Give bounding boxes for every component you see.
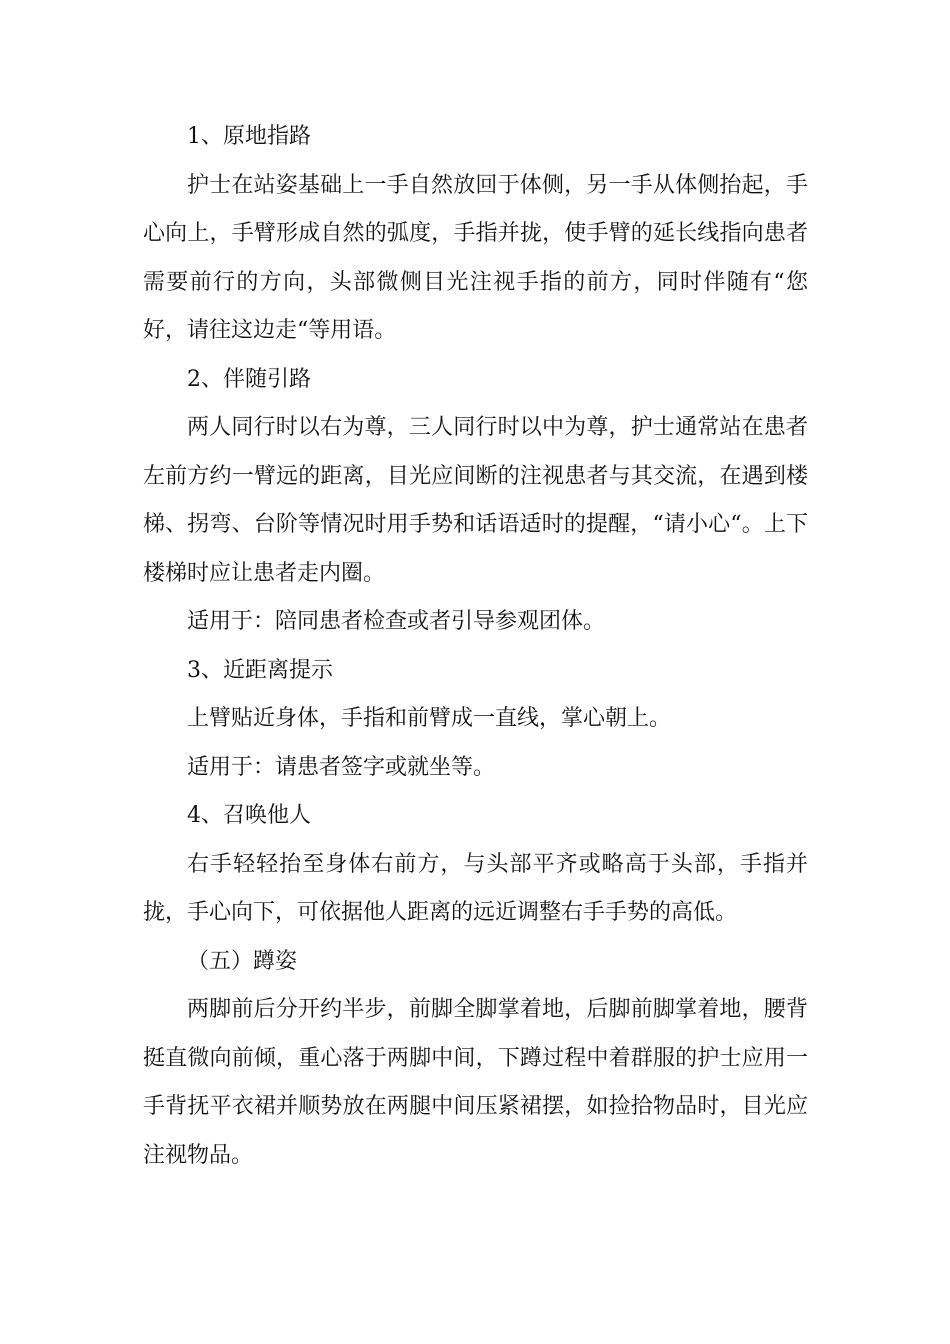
heading-1-pointing-in-place: 1、原地指路 xyxy=(187,124,311,149)
paragraph-summon-others: 右手轻轻抬至身体右前方，与头部平齐或略高于头部，手指并拢，手心向下，可依据他人距离的远近调整右手手势的高低。 xyxy=(143,851,808,925)
heading-4-summon-others: 4、召唤他人 xyxy=(187,803,311,828)
paragraph-close-distance: 上臂贴近身体，手指和前臂成一直线，掌心朝上。 xyxy=(187,706,672,731)
paragraph-accompany-guide: 两人同行时以右为尊，三人同行时以中为尊，护士通常站在患者左前方约一臂远的距离，目光应间断的注视患者与其交流，在遇到楼梯、拐弯、台阶等情况时用手势和话语适时的提醒，“请小心“。上下楼梯时应让患者走内圈。 xyxy=(143,415,808,586)
paragraph-squat-posture: 两脚前后分开约半步，前脚全脚掌着地，后脚前脚掌着地，腰背挺直微向前倾，重心落于两脚中间，下蹲过程中着群服的护士应用一手背抚平衣裙并顺势放在两腿中间压紧裙摆，如捡拾物品时，目光应注视物品。 xyxy=(143,997,808,1168)
paragraph-accompany-applicable: 适用于：陪同患者检查或者引导参观团体。 xyxy=(187,609,606,634)
heading-3-close-distance: 3、近距离提示 xyxy=(187,657,333,683)
heading-2-accompany-guide: 2、伴随引路 xyxy=(187,366,311,392)
document-body xyxy=(143,113,808,1180)
paragraph-pointing-in-place: 护士在站姿基础上一手自然放回于体侧，另一手从体侧抬起，手心向上，手臂形成自然的弧度，手指并拢，使手臂的延长线指向患者需要前行的方向，头部微侧目光注视手指的前方，同时伴随有“您好，请往这边走“等用语。 xyxy=(143,172,808,343)
heading-5-squat-posture: （五）蹲姿 xyxy=(187,948,298,974)
paragraph-close-distance-applicable: 适用于：请患者签字或就坐等。 xyxy=(187,754,496,780)
